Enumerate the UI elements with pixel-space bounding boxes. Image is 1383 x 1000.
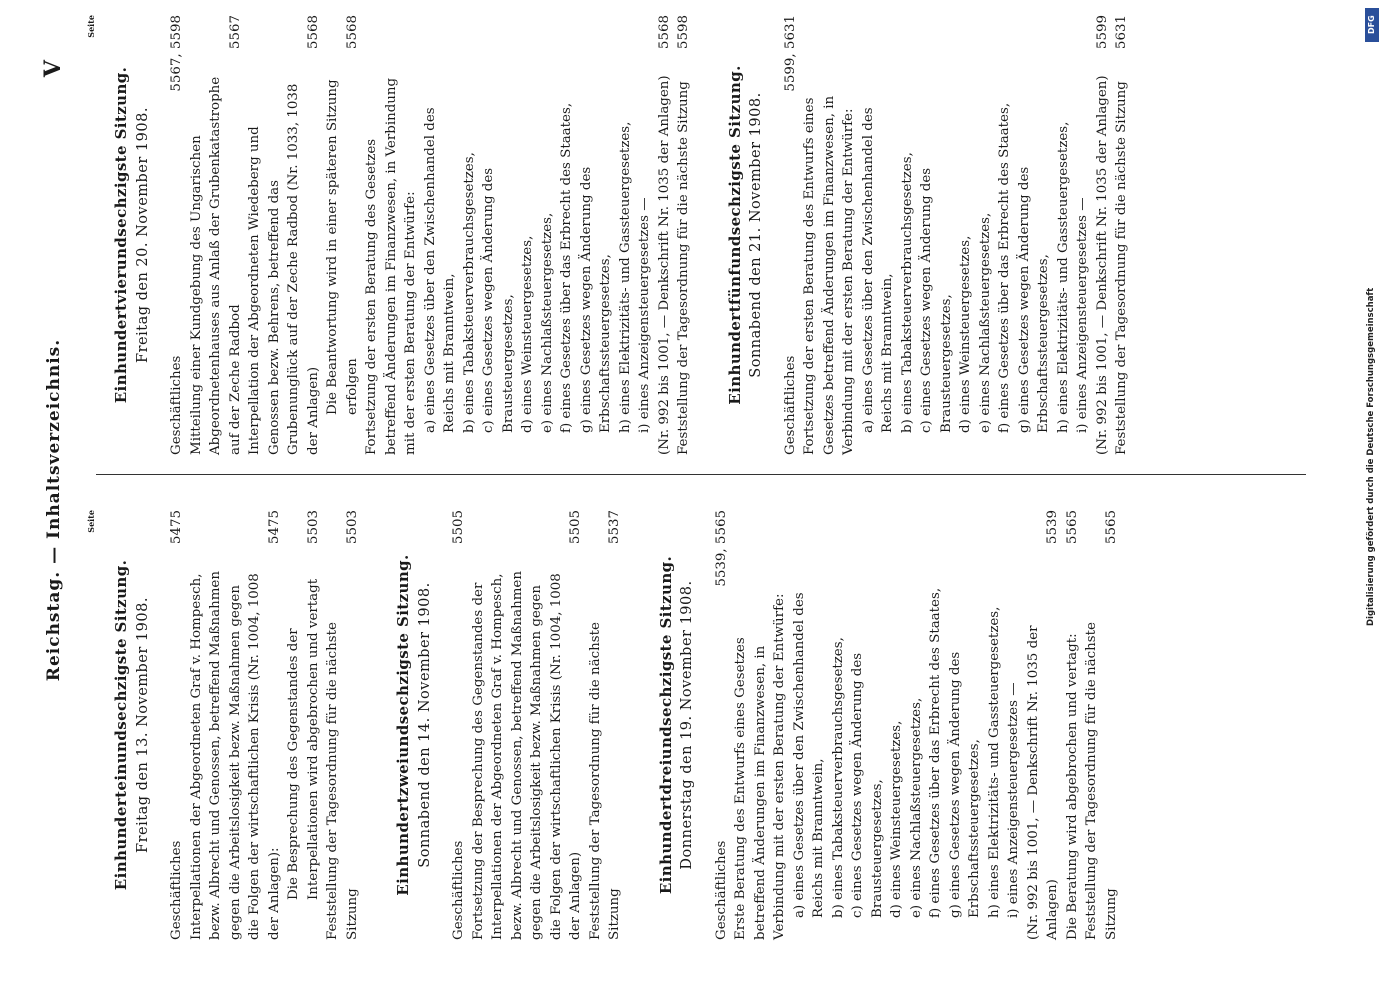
seite-label: Seite xyxy=(86,510,96,533)
toc-page-number: 5598 xyxy=(676,15,691,50)
toc-entry-text: f) eines Gesetzes über das Erbrecht des Staates, xyxy=(928,587,943,918)
toc-entry-text: Fortsetzung der ersten Beratung des Entwurfs eines Gesetzes betreffend Änderungen im Finanzwesen, in Verbindung mit der ersten Beratung der Entwürfe: xyxy=(802,95,856,455)
toc-entry xyxy=(655,15,675,455)
toc-entry-text: Geschäftliches xyxy=(782,355,798,455)
toc-entry xyxy=(187,510,285,940)
toc-entry xyxy=(995,15,1015,455)
toc-entry-text: Geschäftliches xyxy=(169,840,184,940)
toc-entry xyxy=(887,510,907,940)
toc-entry-text: d) eines Weinsteuergesetzes, xyxy=(958,235,973,433)
toc-entry-text: Feststellung der Tagesordnung für die nächste Sitzung xyxy=(676,81,691,455)
toc-entry xyxy=(1073,15,1093,455)
toc-entry-text: f) eines Gesetzes über das Erbrecht des Staates, xyxy=(559,102,574,433)
section-date: Freitag den 13. November 1908. xyxy=(134,597,151,853)
toc-page-number: 5567 xyxy=(227,15,243,50)
toc-entry-text: Mitteilung einer Kundgebung des Ungarischen Abgeordnetenhauses aus Anlaß der Grubenkatastrophe auf der Zeche Radbod xyxy=(188,76,243,455)
toc-entry-text: i) eines Anzeigensteuergesetzes — xyxy=(1075,197,1090,433)
toc-page-number: 5539, 5565 xyxy=(713,510,729,587)
toc-entry-text: Die Besprechung des Gegenstandes der Interpellationen wird abgebrochen und vertagt xyxy=(286,578,321,900)
section-gap xyxy=(1132,15,1152,455)
toc-entry-text: Interpellationen der Abgeordneten Graf v. Hompesch, bezw. Albrecht und Genossen, betreffend Maßnahmen gegen die Arbeitslosigkeit bezw. Maßnahmen gegen die Folgen der wirtschaftlichen Krisis (Nr. 1004, 1008 der Anlagen): xyxy=(188,571,282,940)
toc-page-number: 5568 xyxy=(305,15,321,50)
toc-page-number: 5565 xyxy=(1103,510,1119,545)
toc-entry xyxy=(479,15,518,455)
toc-entry-text: Feststellung der Tagesordnung für die nächste Sitzung xyxy=(1114,81,1129,455)
toc-entry xyxy=(1015,15,1054,455)
section-date: Sonnabend den 21. November 1908. xyxy=(748,92,764,378)
toc-entry xyxy=(917,15,956,455)
toc-page-number: 5475 xyxy=(169,510,184,545)
section-title: Einhundertvierundsechzigste Sitzung. xyxy=(112,66,130,404)
toc-entry-text: e) eines Nachlaßsteuergesetzes, xyxy=(539,212,555,433)
toc-page-number: 5568 xyxy=(656,15,672,50)
toc-entry xyxy=(538,15,558,455)
toc-entry xyxy=(557,15,577,455)
toc-entry-text: Feststellung der Tagesordnung für die nächste Sitzung xyxy=(325,622,360,940)
toc-entry xyxy=(1112,15,1132,455)
toc-entry-text: b) eines Tabaksteuerverbrauchsgesetzes, xyxy=(830,637,846,918)
section-title: Einhunderteinundsechzigste Sitzung. xyxy=(112,559,130,891)
toc-entry-text: c) eines Gesetzes wegen Änderung des Brausteuergesetzes, xyxy=(481,167,516,433)
toc-entry-text: d) eines Weinsteuergesetzes, xyxy=(520,235,535,433)
column-left xyxy=(86,510,1141,940)
toc-entry xyxy=(586,510,625,940)
toc-entry xyxy=(187,15,246,455)
toc-entry-text: b) eines Tabaksteuerverbrauchsgesetzes, xyxy=(899,152,915,433)
toc-entry xyxy=(712,510,732,940)
section-gap xyxy=(625,510,645,940)
toc-entry xyxy=(956,15,976,455)
toc-page-number: 5475 xyxy=(266,510,282,545)
section-gap xyxy=(1121,510,1141,940)
toc-entry xyxy=(635,15,655,455)
toc-entry xyxy=(898,15,918,455)
toc-entry-text: (Nr. 992 bis 1001, — Denkschrift Nr. 1035 der Anlagen) xyxy=(1025,625,1060,940)
toc-entry xyxy=(284,510,323,940)
digitization-note: Digitalisierung gefördert durch die Deutsche Forschungsgemeinschaft xyxy=(1366,287,1376,626)
toc-entry xyxy=(167,15,187,455)
toc-entry xyxy=(731,510,790,940)
toc-entry-text: e) eines Nachlaßsteuergesetzes, xyxy=(977,212,993,433)
toc-entry xyxy=(1054,15,1074,455)
toc-entry xyxy=(167,510,187,940)
toc-entry xyxy=(985,510,1005,940)
toc-entry xyxy=(800,15,859,455)
section-gap xyxy=(694,15,714,455)
toc-entry xyxy=(421,15,460,455)
toc-entry xyxy=(245,15,323,455)
toc-entry-text: Feststellung der Tagesordnung für die nächste Sitzung xyxy=(1084,622,1119,940)
toc-page-number: 5537 xyxy=(607,510,622,545)
toc-entry xyxy=(469,510,586,940)
toc-entry xyxy=(1093,15,1113,455)
toc-entry-text: Geschäftliches xyxy=(451,840,466,940)
toc-entry-text: g) eines Gesetzes wegen Änderung des Erbschaftssteuergesetzes, xyxy=(578,166,613,433)
toc-entry xyxy=(859,15,898,455)
toc-entry xyxy=(907,510,927,940)
dfg-logo: DFG xyxy=(1365,8,1379,42)
toc-entry-text: a) eines Gesetzes über den Zwischenhandel des Reichs mit Branntwein, xyxy=(860,107,895,433)
page-number-roman: V xyxy=(40,60,66,78)
toc-page-number: 5503 xyxy=(344,510,360,545)
toc-entry-text: e) eines Nachlaßsteuergesetzes, xyxy=(908,697,924,918)
toc-entry-text: i) eines Anzeigensteuergesetzes — xyxy=(637,197,652,433)
toc-entry-text: d) eines Weinsteuergesetzes, xyxy=(889,720,904,918)
toc-page-number: 5565 xyxy=(1064,510,1080,545)
toc-page-number: 5503 xyxy=(305,510,321,545)
toc-entry-text: a) eines Gesetzes über den Zwischenhandel des Reichs mit Branntwein, xyxy=(422,107,457,433)
column-right xyxy=(86,15,1152,455)
toc-entry-text: Fortsetzung der Besprechung des Gegenstandes der Interpellationen der Abgeordneten Graf v. Hompesch, bezw. Albrecht und Genossen, betreffend Maßnahmen gegen die Arbeitslosigkeit bezw. Maßnahmen gegen die Folgen der wirtschaftlichen Krisis (Nr. 1004, 1008 der Anlagen) xyxy=(470,571,583,940)
toc-entry-text: a) eines Gesetzes über den Zwischenhandel des Reichs mit Branntwein, xyxy=(791,592,826,918)
section-title: Einhundertzweiundsechzigste Sitzung. xyxy=(394,554,412,896)
running-title: Reichstag. — Inhaltsverzeichnis. xyxy=(44,338,64,682)
toc-entry-text: (Nr. 992 bis 1001, — Denkschrift Nr. 1035 der Anlagen) xyxy=(1094,75,1110,455)
toc-page-number: 5539 xyxy=(1045,510,1060,545)
section-date: Donnerstag den 19. November 1908. xyxy=(679,580,695,870)
toc-page-number: 5599 xyxy=(1094,15,1110,50)
toc-entry-text: b) eines Tabaksteuerverbrauchsgesetzes, xyxy=(461,152,477,433)
section-gap xyxy=(362,510,382,940)
toc-entry xyxy=(362,15,421,455)
section-date: Sonnabend den 14. November 1908. xyxy=(416,582,433,868)
toc-entry xyxy=(946,510,985,940)
section-date: Freitag den 20. November 1908. xyxy=(134,107,151,363)
section-title: Einhundertfünfundsechzigste Sitzung. xyxy=(725,65,744,405)
toc-page-number: 5568 xyxy=(344,15,360,50)
toc-entry xyxy=(976,15,996,455)
toc-entry xyxy=(323,15,362,455)
toc-entry xyxy=(518,15,538,455)
toc-entry-text: (Nr. 992 bis 1001, — Denkschrift Nr. 1035 der Anlagen) xyxy=(656,75,672,455)
toc-entry xyxy=(848,510,887,940)
toc-entry-text: Feststellung der Tagesordnung für die nächste Sitzung xyxy=(587,622,622,940)
toc-entry-text: Erste Beratung des Entwurfs eines Gesetzes betreffend Änderungen im Finanzwesen, in Verbindung mit der ersten Beratung der Entwürfe: xyxy=(733,593,787,940)
seite-label: Seite xyxy=(86,15,96,38)
toc-entry xyxy=(926,510,946,940)
toc-page-number: 5505 xyxy=(451,510,466,545)
toc-page-number: 5505 xyxy=(568,510,583,545)
toc-entry-text: h) eines Elektrizitäts- und Gassteuergesetzes, xyxy=(617,121,633,433)
toc-entry xyxy=(449,510,469,940)
toc-entry xyxy=(1004,510,1024,940)
toc-entry xyxy=(577,15,616,455)
section-title: Einhundertdreiundsechzigste Sitzung. xyxy=(656,555,675,895)
toc-page-number: 5631 xyxy=(1114,15,1129,50)
page-header xyxy=(40,60,74,960)
toc-entry xyxy=(460,15,480,455)
toc-page-number: 5567, 5598 xyxy=(169,15,184,92)
toc-entry-text: h) eines Elektrizitäts- und Gassteuergesetzes, xyxy=(1055,121,1071,433)
toc-entry xyxy=(616,15,636,455)
toc-entry xyxy=(790,510,829,940)
toc-entry xyxy=(781,15,801,455)
toc-entry xyxy=(1082,510,1121,940)
toc-entry-text: Geschäftliches xyxy=(169,355,184,455)
toc-entry-text: Die Beantwortung wird in einer späteren Sitzung erfolgen xyxy=(325,79,360,415)
toc-entry-text: g) eines Gesetzes wegen Änderung des Erbschaftssteuergesetzes, xyxy=(1016,166,1051,433)
toc-entry-text: c) eines Gesetzes wegen Änderung des Brausteuergesetzes, xyxy=(919,167,954,433)
toc-entry xyxy=(1063,510,1083,940)
toc-entry-text: f) eines Gesetzes über das Erbrecht des Staates, xyxy=(997,102,1012,433)
toc-entry xyxy=(829,510,849,940)
toc-entry-text: g) eines Gesetzes wegen Änderung des Erbschaftssteuergesetzes, xyxy=(947,651,982,918)
toc-page-number: 5599, 5631 xyxy=(782,15,798,92)
toc-entry-text: h) eines Elektrizitäts- und Gassteuergesetzes, xyxy=(986,606,1002,918)
toc-entry xyxy=(674,15,694,455)
column-divider xyxy=(96,474,1306,475)
toc-entry-text: i) eines Anzeigensteuergesetzes — xyxy=(1006,682,1021,918)
toc-entry-text: Geschäftliches xyxy=(713,840,729,940)
toc-entry-text: Fortsetzung der ersten Beratung des Gesetzes betreffend Änderungen im Finanzwesen, in Verbindung mit der ersten Beratung der Entwürfe: xyxy=(364,77,418,455)
toc-entry-text: Interpellation der Abgeordneten Wiedeberg und Genossen bezw. Behrens, betreffend das Grubenunglück auf der Zeche Radbod (Nr. 1033, 1038 der Anlagen) xyxy=(247,83,321,455)
toc-entry-text: Die Beratung wird abgebrochen und vertagt: xyxy=(1064,633,1080,940)
toc-entry-text: c) eines Gesetzes wegen Änderung des Brausteuergesetzes, xyxy=(850,652,885,918)
toc-entry xyxy=(323,510,362,940)
toc-entry xyxy=(1024,510,1063,940)
